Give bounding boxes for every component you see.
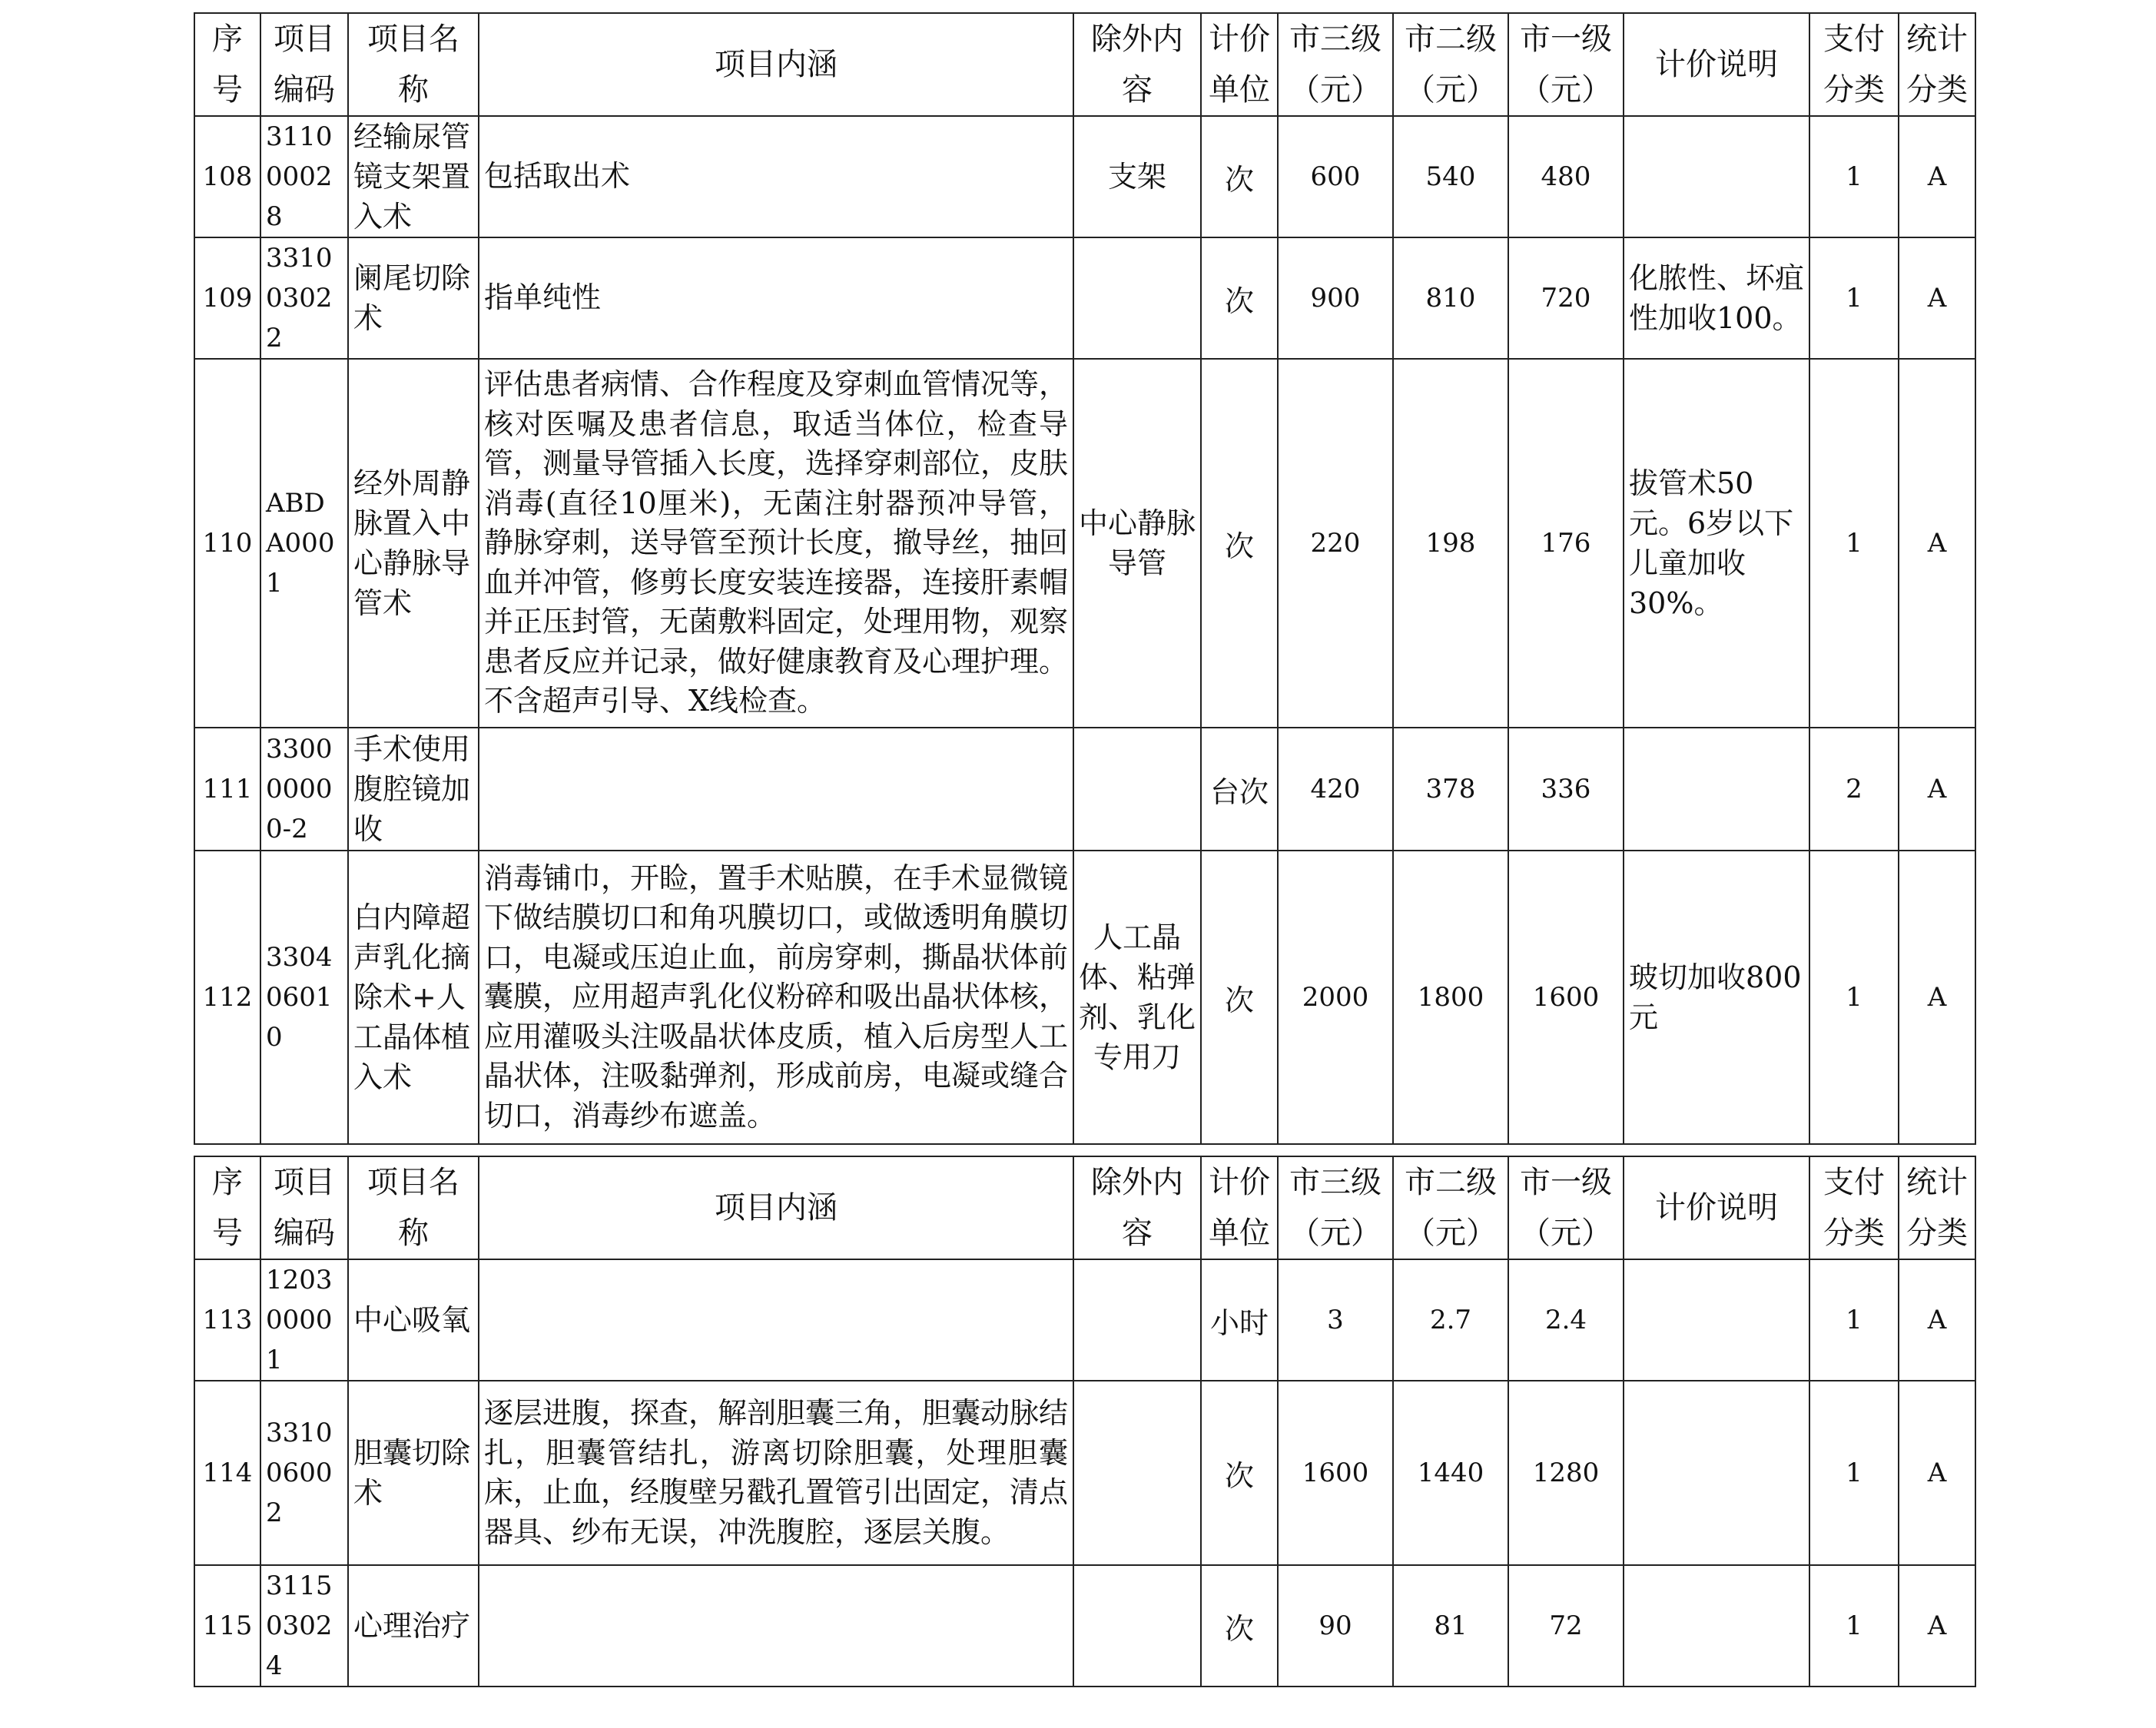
header-price3: 市三级（元）: [1278, 13, 1393, 116]
cell-note: 玻切加收800元: [1624, 851, 1809, 1144]
table-row: [194, 237, 1975, 359]
cell-note: [1624, 1381, 1809, 1565]
cell-no: 111: [194, 728, 260, 851]
header-content: 项目内涵: [479, 1156, 1073, 1259]
cell-unit: 次: [1201, 1381, 1278, 1565]
cell-note: 化脓性、坏疽性加收100。: [1624, 237, 1809, 359]
cell-price2: 81: [1393, 1565, 1508, 1687]
header-no: 序号: [194, 13, 260, 116]
cell-stat: A: [1899, 116, 1975, 237]
cell-code: 120300001: [260, 1259, 348, 1381]
cell-no: 114: [194, 1381, 260, 1565]
table-row: [194, 1565, 1975, 1687]
cell-code: 331006002: [260, 1381, 348, 1565]
cell-no: 110: [194, 359, 260, 728]
table-row: [194, 728, 1975, 851]
header-note: 计价说明: [1624, 13, 1809, 116]
cell-code: 311000028: [260, 116, 348, 237]
cell-content: 包括取出术: [479, 116, 1073, 237]
cell-code: ABDA0001: [260, 359, 348, 728]
header-pay: 支付分类: [1809, 1156, 1899, 1259]
header-note: 计价说明: [1624, 1156, 1809, 1259]
cell-no: 108: [194, 116, 260, 237]
header-name: 项目名称: [348, 1156, 479, 1259]
cell-code: 311503024: [260, 1565, 348, 1687]
cell-name: 中心吸氧: [348, 1259, 479, 1381]
table-row: [194, 1381, 1975, 1565]
cell-excluded: [1073, 1259, 1201, 1381]
cell-stat: A: [1899, 1259, 1975, 1381]
cell-excluded: [1073, 1565, 1201, 1687]
cell-price1: 720: [1508, 237, 1624, 359]
cell-price2: 540: [1393, 116, 1508, 237]
cell-content: [479, 728, 1073, 851]
cell-pay: 1: [1809, 237, 1899, 359]
header-unit: 计价单位: [1201, 1156, 1278, 1259]
table-row: [194, 116, 1975, 237]
cell-content: 消毒铺巾，开睑，置手术贴膜，在手术显微镜下做结膜切口和角巩膜切口，或做透明角膜切口，电凝或压迫止血，前房穿刺，撕晶状体前囊膜，应用超声乳化仪粉碎和吸出晶状体核，应用灌吸头注吸晶状体皮质，植入后房型人工晶状体，注吸黏弹剂，形成前房，电凝或缝合切口，消毒纱布遮盖。: [479, 851, 1073, 1144]
cell-unit: 次: [1201, 237, 1278, 359]
cell-pay: 1: [1809, 116, 1899, 237]
header-price2: 市二级（元）: [1393, 1156, 1508, 1259]
cell-content: 逐层进腹，探查，解剖胆囊三角，胆囊动脉结扎，胆囊管结扎，游离切除胆囊，处理胆囊床，止血，经腹壁另戳孔置管引出固定，清点器具、纱布无误，冲洗腹腔，逐层关腹。: [479, 1381, 1073, 1565]
header-code: 项目编码: [260, 1156, 348, 1259]
cell-no: 109: [194, 237, 260, 359]
cell-price3: 3: [1278, 1259, 1393, 1381]
cell-price1: 336: [1508, 728, 1624, 851]
cell-pay: 2: [1809, 728, 1899, 851]
header-stat: 统计分类: [1899, 13, 1975, 116]
cell-price2: 378: [1393, 728, 1508, 851]
cell-no: 115: [194, 1565, 260, 1687]
header-name: 项目名称: [348, 13, 479, 116]
cell-note: 拔管术50元。6岁以下儿童加收30%。: [1624, 359, 1809, 728]
cell-code: 330000000-2: [260, 728, 348, 851]
table-row: [194, 1259, 1975, 1381]
cell-excluded: 人工晶体、粘弹剂、乳化专用刀: [1073, 851, 1201, 1144]
cell-stat: A: [1899, 359, 1975, 728]
header-no: 序号: [194, 1156, 260, 1259]
cell-price3: 600: [1278, 116, 1393, 237]
cell-name: 胆囊切除术: [348, 1381, 479, 1565]
cell-name: 心理治疗: [348, 1565, 479, 1687]
cell-pay: 1: [1809, 851, 1899, 1144]
cell-name: 经外周静脉置入中心静脉导管术: [348, 359, 479, 728]
cell-stat: A: [1899, 728, 1975, 851]
cell-pay: 1: [1809, 1381, 1899, 1565]
cell-stat: A: [1899, 1381, 1975, 1565]
cell-pay: 1: [1809, 1259, 1899, 1381]
cell-price3: 90: [1278, 1565, 1393, 1687]
cell-price1: 480: [1508, 116, 1624, 237]
cell-content: 评估患者病情、合作程度及穿刺血管情况等，核对医嘱及患者信息，取适当体位，检查导管，测量导管插入长度，选择穿刺部位，皮肤消毒(直径10厘米)，无菌注射器预冲导管，静脉穿刺，送导管至预计长度，撤导丝，抽回血并冲管，修剪长度安装连接器，连接肝素帽并正压封管，无菌敷料固定，处理用物，观察患者反应并记录，做好健康教育及心理护理。不含超声引导、X线检查。: [479, 359, 1073, 728]
cell-price3: 1600: [1278, 1381, 1393, 1565]
cell-price2: 2.7: [1393, 1259, 1508, 1381]
cell-pay: 1: [1809, 1565, 1899, 1687]
cell-price1: 2.4: [1508, 1259, 1624, 1381]
cell-price3: 420: [1278, 728, 1393, 851]
cell-no: 112: [194, 851, 260, 1144]
cell-name: 手术使用腹腔镜加收: [348, 728, 479, 851]
cell-unit: 次: [1201, 851, 1278, 1144]
header-content: 项目内涵: [479, 13, 1073, 116]
cell-unit: 次: [1201, 359, 1278, 728]
header-stat: 统计分类: [1899, 1156, 1975, 1259]
cell-price3: 900: [1278, 237, 1393, 359]
cell-note: [1624, 1259, 1809, 1381]
cell-note: [1624, 728, 1809, 851]
cell-price3: 220: [1278, 359, 1393, 728]
cell-price2: 1800: [1393, 851, 1508, 1144]
cell-pay: 1: [1809, 359, 1899, 728]
cell-price1: 176: [1508, 359, 1624, 728]
cell-unit: 台次: [1201, 728, 1278, 851]
header-price1: 市一级（元）: [1508, 1156, 1624, 1259]
header-excluded: 除外内容: [1073, 13, 1201, 116]
cell-price1: 1280: [1508, 1381, 1624, 1565]
cell-excluded: [1073, 1381, 1201, 1565]
cell-code: 330406010: [260, 851, 348, 1144]
table-header-row: [194, 13, 1975, 116]
cell-name: 白内障超声乳化摘除术+人工晶体植入术: [348, 851, 479, 1144]
cell-price2: 1440: [1393, 1381, 1508, 1565]
header-code: 项目编码: [260, 13, 348, 116]
cell-content: [479, 1259, 1073, 1381]
cell-excluded: [1073, 237, 1201, 359]
cell-price1: 72: [1508, 1565, 1624, 1687]
cell-price2: 198: [1393, 359, 1508, 728]
cell-stat: A: [1899, 237, 1975, 359]
cell-stat: A: [1899, 851, 1975, 1144]
cell-code: 331003022: [260, 237, 348, 359]
header-price3: 市三级（元）: [1278, 1156, 1393, 1259]
table-row: [194, 851, 1975, 1144]
header-pay: 支付分类: [1809, 13, 1899, 116]
price-table-1: [194, 12, 1976, 1145]
table-header-row: [194, 1156, 1975, 1259]
cell-note: [1624, 116, 1809, 237]
header-price1: 市一级（元）: [1508, 13, 1624, 116]
cell-price1: 1600: [1508, 851, 1624, 1144]
price-table-2: [194, 1156, 1976, 1687]
cell-content: [479, 1565, 1073, 1687]
header-unit: 计价单位: [1201, 13, 1278, 116]
cell-price2: 810: [1393, 237, 1508, 359]
cell-name: 阑尾切除术: [348, 237, 479, 359]
table-row: [194, 359, 1975, 728]
cell-excluded: 中心静脉导管: [1073, 359, 1201, 728]
cell-content: 指单纯性: [479, 237, 1073, 359]
cell-unit: 次: [1201, 116, 1278, 237]
cell-unit: 小时: [1201, 1259, 1278, 1381]
cell-price3: 2000: [1278, 851, 1393, 1144]
cell-excluded: [1073, 728, 1201, 851]
cell-excluded: 支架: [1073, 116, 1201, 237]
cell-stat: A: [1899, 1565, 1975, 1687]
cell-name: 经输尿管镜支架置入术: [348, 116, 479, 237]
header-excluded: 除外内容: [1073, 1156, 1201, 1259]
cell-no: 113: [194, 1259, 260, 1381]
header-price2: 市二级（元）: [1393, 13, 1508, 116]
cell-unit: 次: [1201, 1565, 1278, 1687]
cell-note: [1624, 1565, 1809, 1687]
